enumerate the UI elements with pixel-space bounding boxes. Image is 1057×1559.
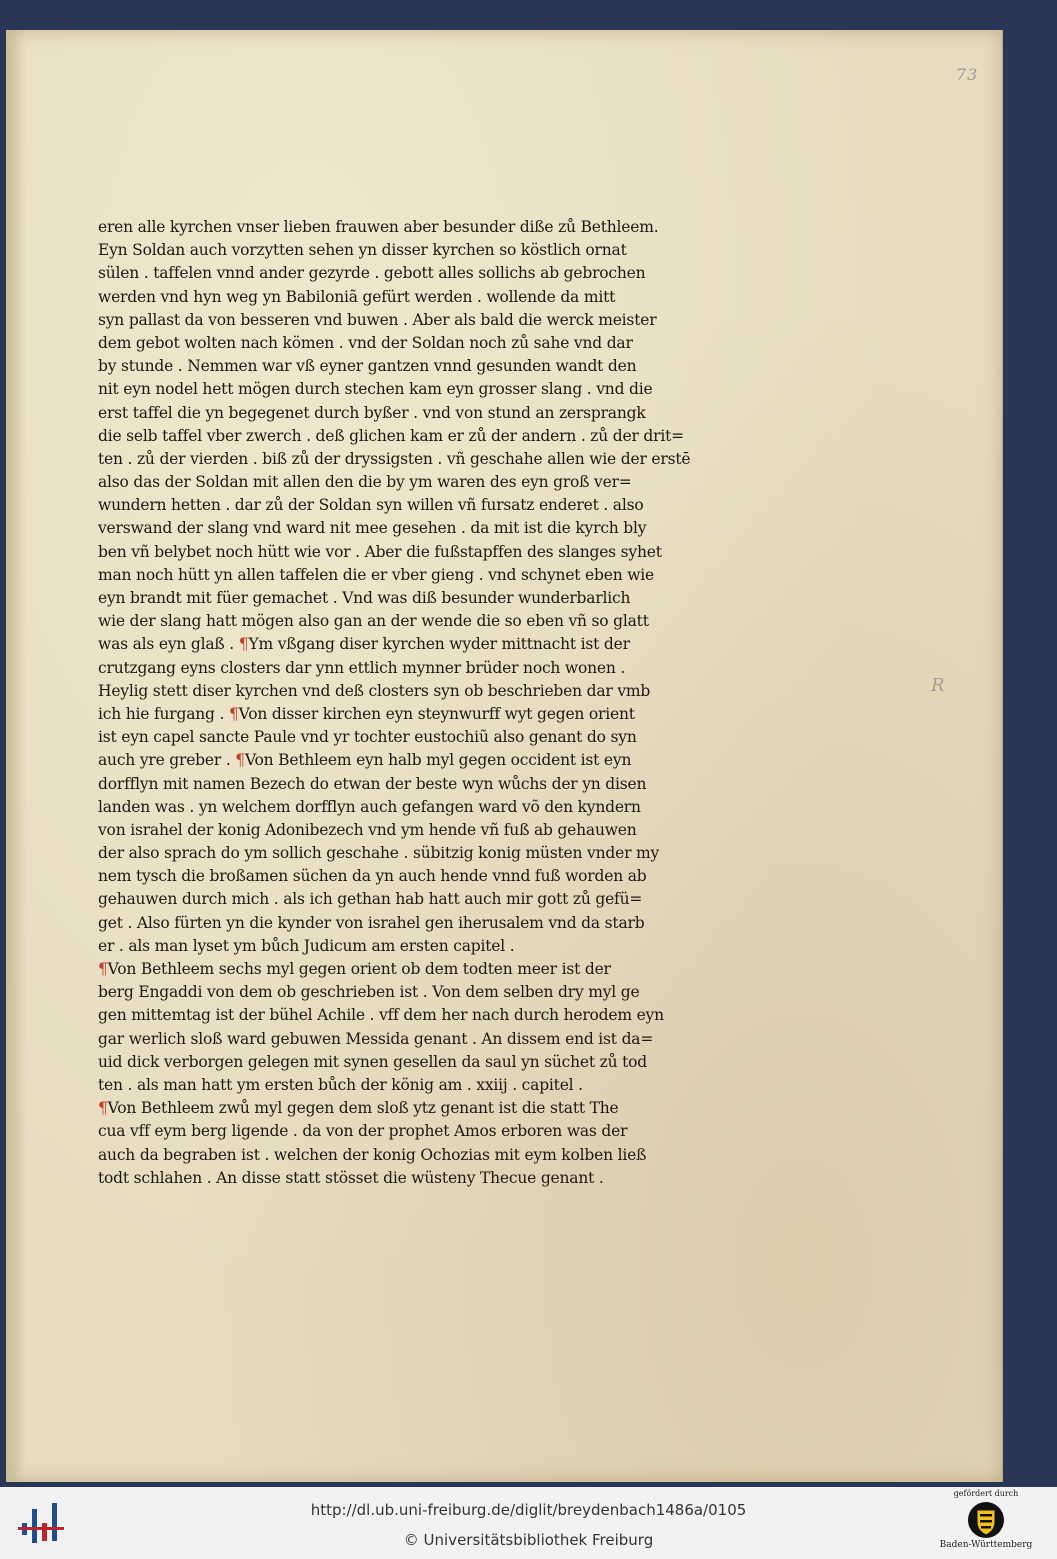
text-segment: dorfflyn mit namen Bezech do etwan der beste wyn wůchs der yn disen (98, 774, 647, 793)
text-segment: gen mittemtag ist der bühel Achile . vff dem her nach durch herodem eyn (98, 1006, 664, 1025)
rubric-paragraph-mark: ¶ (98, 1099, 108, 1118)
text-segment: gar werlich sloß ward gebuwen Messida genant . An dissem end ist da= (98, 1029, 654, 1048)
text-segment: ten . als man hatt ym ersten bůch der könig am . xxiij . capitel . (98, 1075, 583, 1094)
text-line (98, 680, 738, 703)
text-line (98, 564, 738, 587)
rubric-paragraph-mark: ¶ (98, 960, 108, 978)
text-line (98, 842, 738, 865)
text-segment: crutzgang eyns closters dar ynn ettlich mynner brüder noch wonen . (98, 658, 626, 677)
text-line (98, 216, 738, 239)
text-line (98, 402, 738, 425)
text-line (98, 1004, 738, 1027)
text-line (98, 587, 738, 610)
text-line (98, 1097, 738, 1120)
text-line (98, 355, 738, 378)
text-segment: ben vñ belybet noch hütt wie vor . Aber die fußstapffen des slanges syhet (98, 542, 662, 561)
text-segment: Eyn Soldan auch vorzytten sehen yn disser kyrchen so köstlich ornat (98, 241, 627, 260)
text-segment: werden vnd hyn weg yn Babiloniã gefürt werden . wollende da mitt (98, 287, 616, 306)
text-line (98, 1028, 738, 1051)
text-segment: ten . zů der vierden . biß zů der dryssigsten . vñ geschahe allen wie der erstē (98, 449, 691, 468)
text-line (98, 378, 738, 401)
text-line (98, 796, 738, 819)
page-gutter (6, 30, 26, 1482)
text-segment: Von Bethleem sechs myl gegen orient ob dem todten meer ist der (107, 960, 611, 978)
copyright-notice: © Universitätsbibliothek Freiburg (403, 1531, 654, 1549)
text-line (98, 286, 738, 309)
footer-bar (0, 1487, 1057, 1559)
sponsor-caption: gefördert durch (953, 1489, 1019, 1498)
text-segment: syn pallast da von besseren vnd buwen . Aber als bald die werck meister (98, 310, 657, 329)
text-line (98, 958, 738, 981)
text-segment: eren alle kyrchen vnser lieben frauwen aber besunder diße zů Bethleem. (98, 218, 659, 236)
text-line (98, 773, 738, 796)
text-line (98, 1074, 738, 1097)
text-segment: uid dick verborgen gelegen mit synen gesellen da saul yn süchet zů tod (98, 1052, 648, 1071)
text-line (98, 1120, 738, 1143)
text-segment: eyn brandt mit füer gemachet . Vnd was diß besunder wunderbarlich (98, 589, 631, 607)
text-segment: berg Engaddi von dem ob geschrieben ist . Von dem selben dry myl ge (98, 983, 640, 1002)
text-segment: er . als man lyset ym bůch Judicum am ersten capitel . (98, 936, 515, 955)
text-line (98, 332, 738, 355)
text-segment: get . Also fürten yn die kynder von israhel gen iherusalem vnd da starb (98, 913, 645, 932)
text-line (98, 471, 738, 494)
text-segment: auch yre greber . (98, 751, 236, 770)
text-segment: landen was . yn welchem dorfflyn auch gefangen ward võ den kyndern (98, 797, 641, 816)
text-line (98, 1144, 738, 1167)
sponsor-badge (930, 1489, 1042, 1557)
sponsor-name: Baden-Württemberg (939, 1540, 1033, 1550)
text-line (98, 703, 738, 726)
text-line (98, 239, 738, 262)
text-line (98, 309, 738, 332)
text-line (98, 726, 738, 749)
folio-number: 73 (956, 65, 979, 84)
text-segment: auch da begraben ist . welchen der konig Ochozias mit eym kolben ließ (98, 1145, 647, 1164)
text-segment: Heylig stett diser kyrchen vnd deß closters syn ob beschrieben dar vmb (98, 681, 651, 700)
text-line (98, 494, 738, 517)
text-line (98, 819, 738, 842)
text-segment: dem gebot wolten nach kömen . vnd der Soldan noch zů sahe vnd dar (98, 333, 633, 352)
text-segment: die selb taffel vber zwerch . deß glichen kam er zů der andern . zů der drit= (98, 426, 684, 445)
text-segment: sülen . taffelen vnnd ander gezyrde . gebott alles sollichs ab gebrochen (98, 264, 646, 283)
text-segment: Von Bethleem zwů myl gegen dem sloß ytz genant ist die statt The (107, 1099, 619, 1118)
text-line (98, 633, 738, 656)
text-line (98, 657, 738, 680)
text-block (98, 216, 738, 1190)
coat-of-arms-icon (966, 1500, 1006, 1540)
text-segment: wundern hetten . dar zů der Soldan syn willen vñ fursatz enderet . also (98, 496, 644, 515)
text-segment: verswand der slang vnd ward nit mee gesehen . da mit ist die kyrch bly (98, 519, 647, 538)
text-segment: ich hie furgang . (98, 704, 229, 723)
text-segment: erst taffel die yn begegenet durch byßer . vnd von stund an zersprangk (98, 403, 646, 422)
manuscript-page (6, 30, 1003, 1482)
text-segment: gehauwen durch mich . als ich gethan hab hatt auch mir gott zů gefü= (98, 890, 643, 909)
text-segment: der also sprach do ym sollich geschahe . sübitzig konig müsten vnder my (98, 844, 660, 863)
text-segment: by stunde . Nemmen war vß eyner gantzen vnnd gesunden wandt den (98, 357, 637, 376)
text-segment: nit eyn nodel hett mögen durch stechen kam eyn grosser slang . vnd die (98, 380, 653, 399)
text-segment: Ym vßgang diser kyrchen wyder mittnacht ist der (248, 635, 630, 654)
permalink-url[interactable]: http://dl.ub.uni-freiburg.de/diglit/breydenbach1486a/0105 (310, 1501, 747, 1519)
text-segment: Von Bethleem eyn halb myl gegen occident ist eyn (244, 751, 632, 770)
text-line (98, 541, 738, 564)
rubric-paragraph-mark: ¶ (228, 704, 239, 723)
text-segment: cua vff eym berg ligende . da von der prophet Amos erboren was der (98, 1122, 628, 1141)
text-line (98, 1167, 738, 1190)
margin-mark: R (931, 675, 945, 696)
text-line (98, 935, 738, 958)
text-segment: Von disser kirchen eyn steynwurff wyt gegen orient (238, 704, 635, 723)
text-segment: was als eyn glaß . (98, 635, 239, 654)
text-line (98, 888, 738, 911)
text-line (98, 425, 738, 448)
text-segment: ist eyn capel sancte Paule vnd yr tochter eustochiũ also genant do syn (98, 728, 637, 747)
text-line (98, 517, 738, 540)
text-segment: man noch hütt yn allen taffelen die er vber gieng . vnd schynet eben wie (98, 565, 655, 584)
text-segment: nem tysch die broßamen süchen da yn auch hende vnnd fuß worden ab (98, 867, 647, 886)
text-line (98, 610, 738, 633)
text-segment: wie der slang hatt mögen also gan an der wende die so eben vñ so glatt (98, 612, 649, 631)
text-line (98, 981, 738, 1004)
text-segment: von israhel der konig Adonibezech vnd ym hende vñ fuß ab gehauwen (98, 820, 637, 839)
text-segment: also das der Soldan mit allen den die by ym waren des eyn groß ver= (98, 473, 632, 492)
rubric-paragraph-mark: ¶ (235, 751, 245, 770)
text-line (98, 262, 738, 285)
text-line (98, 912, 738, 935)
text-segment: todt schlahen . An disse statt stösset die wüsteny Thecue genant . (98, 1168, 604, 1187)
text-line (98, 865, 738, 888)
text-line (98, 749, 738, 772)
text-line (98, 1051, 738, 1074)
rubric-paragraph-mark: ¶ (238, 635, 249, 654)
text-line (98, 448, 738, 471)
